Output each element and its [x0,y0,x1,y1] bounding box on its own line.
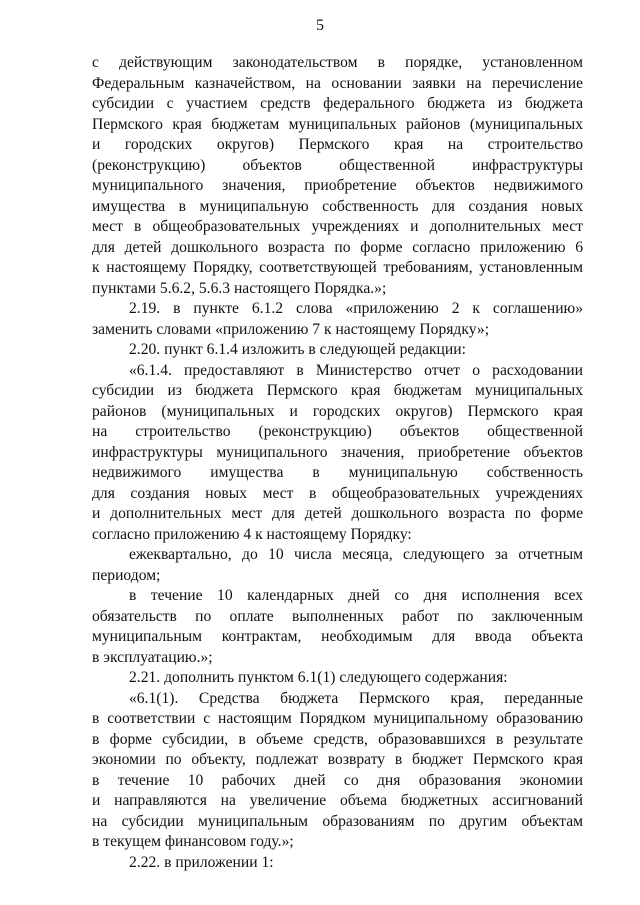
text-line: «6.1.4. предоставляют в Министерство отчет о расходовании [129,361,583,379]
text-line: Пермского края бюджетам муниципальных районов (муниципальных [92,115,583,133]
text-line: муниципальным контрактам, необходимым для ввода объекта [92,628,583,645]
text-line: в текущем финансовом году.»; [92,833,294,850]
text-line: в течение 10 календарных дней со дня исполнения всех [129,587,583,604]
text-line: в форме субсидии, в объеме средств, образовавшихся в результате [92,730,583,748]
text-line: в соответствии с настоящим Порядком муниципальному образованию [92,710,583,727]
page-number: 5 [316,17,324,34]
text-line: периодом; [92,566,161,584]
text-line: к настоящему Порядку, соответствующей требованиям, установленным [92,259,583,276]
text-line: имущества в муниципальную собственность для создания новых [92,197,583,215]
text-line: районов (муниципальных и городских округов) Пермского края [92,402,583,420]
text-line: на субсидии муниципальным образованиям по другим объектам [92,812,583,830]
text-line: в течение 10 рабочих дней со дня образования экономии [92,771,583,789]
text-line: на строительство (реконструкцию) объектов общественной [92,423,583,440]
text-line: субсидии с участием средств федерального бюджета из бюджета [92,95,583,112]
text-line: в эксплуатацию.»; [92,648,213,666]
text-line: для создания новых мест в общеобразовательных учреждениях [92,484,583,502]
text-line: и городских округов) Пермского края на строительство [92,136,583,153]
text-line: субсидии из бюджета Пермского края бюджетам муниципальных [92,382,583,399]
text-line: 2.19. в пункте 6.1.2 слова «приложению 2 к соглашению» [129,300,583,317]
text-line: обязательств по оплате выполненных работ по заключенным [92,607,583,625]
text-line: экономии по объекту, подлежат возврату в бюджет Пермского края [92,751,583,768]
text-line: согласно приложению 4 к настоящему Порядку: [92,525,412,543]
text-line: 2.22. в приложении 1: [129,853,274,871]
text-line: ежеквартально, до 10 числа месяца, следующего за отчетным [129,546,583,563]
text-line: мест в общеобразовательных учреждениях и дополнительных мест [92,218,583,235]
text-line: (реконструкцию) объектов общественной инфраструктуры [92,156,583,174]
text-line: муниципального значения, приобретение объектов недвижимого [92,177,583,194]
text-line: 2.21. дополнить пунктом 6.1(1) следующего содержания: [129,669,508,686]
text-line: и направляются на увеличение объема бюджетных ассигнований [92,792,583,809]
text-line: для детей дошкольного возраста по форме согласно приложению 6 [92,238,583,256]
text-line: Федеральным казначейством, на основании заявки на перечисление [92,74,583,92]
text-line: и дополнительных мест для детей дошкольного возраста по форме [92,505,583,522]
text-line: пунктами 5.6.2, 5.6.3 настоящего Порядка.»; [92,279,387,297]
text-line: недвижимого имущества в муниципальную собственность [92,464,583,481]
text-line: с действующим законодательством в порядке, установленном [92,54,583,71]
text-line: 2.20. пункт 6.1.4 изложить в следующей редакции: [129,341,466,358]
text-line: «6.1(1). Средства бюджета Пермского края, переданные [129,689,583,707]
text-line: заменить словами «приложению 7 к настоящему Порядку»; [92,320,490,338]
text-line: инфраструктуры муниципального значения, приобретение объектов [92,443,583,461]
document-body [92,53,583,873]
